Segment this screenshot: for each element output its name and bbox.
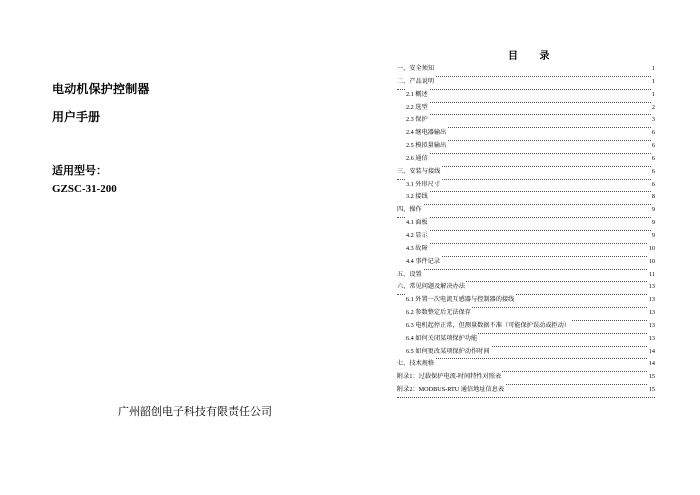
toc-page xyxy=(350,0,700,495)
toc-entry-page-number: 9 xyxy=(651,204,655,217)
model-number: GZSC-31-200 xyxy=(52,183,117,195)
toc-entry-label: 一、安全须知 xyxy=(397,63,435,76)
toc-entry[interactable] xyxy=(406,218,655,231)
toc-entry-page-number: 9 xyxy=(651,217,655,230)
toc-entry[interactable] xyxy=(406,90,655,103)
toc-entry-label: 二、产品说明 xyxy=(397,76,435,89)
toc-entry-label: 6.5 如何更改某项保护动作时间 xyxy=(406,346,491,359)
toc-entry-page-number: 13 xyxy=(648,281,655,294)
toc-list xyxy=(397,64,655,398)
toc-entry-label: 3.1 外形尺寸 xyxy=(406,179,441,192)
toc-entry-label: 七、技术规格 xyxy=(397,358,435,371)
toc-entry[interactable] xyxy=(406,257,655,270)
toc-entry-label: 六、常见问题及解决办法 xyxy=(397,281,466,294)
toc-entry-page-number: 15 xyxy=(648,371,655,384)
toc-entry-page-number: 2 xyxy=(651,102,655,115)
toc-entry-label: 附录1：过载保护电流-时间特性对照表 xyxy=(397,371,502,384)
toc-entry[interactable] xyxy=(406,141,655,154)
toc-entry-label: 4.3 故障 xyxy=(406,243,429,256)
toc-entry-page-number: 14 xyxy=(648,346,655,359)
toc-entry[interactable] xyxy=(406,347,655,360)
toc-entry-page-number: 15 xyxy=(648,384,655,397)
toc-entry-page-number: 9 xyxy=(651,230,655,243)
toc-entry-label: 2.4 继电器输出 xyxy=(406,127,447,140)
toc-entry-label: 2.6 通信 xyxy=(406,153,429,166)
company-name: 广州韶创电子科技有限责任公司 xyxy=(118,405,272,418)
toc-entry[interactable] xyxy=(397,77,655,90)
toc-entry-page-number: 6 xyxy=(651,140,655,153)
toc-entry-label: 4.2 显示 xyxy=(406,230,429,243)
toc-entry-label: 三、安装与接线 xyxy=(397,166,441,179)
toc-entry-label: 四、操作 xyxy=(397,204,423,217)
toc-entry-page-number: 13 xyxy=(648,307,655,320)
toc-heading: 目 录 xyxy=(508,51,559,62)
toc-entry-page-number: 13 xyxy=(648,294,655,307)
toc-entry-page-number: 10 xyxy=(648,256,655,269)
toc-entry[interactable] xyxy=(406,244,655,257)
toc-entry-page-number: 1 xyxy=(651,89,655,102)
toc-entry-label: 4.4 事件记录 xyxy=(406,256,441,269)
toc-entry-label: 6.2 参数整定后无法保存 xyxy=(406,307,472,320)
toc-entry[interactable] xyxy=(406,192,655,205)
toc-entry-page-number: 6 xyxy=(651,166,655,179)
toc-entry-label: 2.3 保护 xyxy=(406,114,429,127)
document-subtitle: 用户手册 xyxy=(52,110,101,124)
toc-entry[interactable] xyxy=(397,385,655,398)
model-label: 适用型号： xyxy=(52,164,107,177)
toc-entry-label: 2.2 选型 xyxy=(406,102,429,115)
toc-entry-label: 6.3 电机起停正常，但测量数据不准（可能保护误动或拒动） xyxy=(406,320,571,333)
toc-entry-label: 6.4 如何关闭某项保护功能 xyxy=(406,333,478,346)
toc-entry-page-number: 3 xyxy=(651,114,655,127)
toc-entry[interactable] xyxy=(406,180,655,193)
toc-entry-page-number: 14 xyxy=(648,358,655,371)
toc-entry-label: 五、设置 xyxy=(397,269,423,282)
toc-entry-page-number: 13 xyxy=(648,320,655,333)
toc-entry[interactable] xyxy=(406,231,655,244)
toc-entry[interactable] xyxy=(397,205,655,218)
toc-entry-page-number: 1 xyxy=(651,76,655,89)
toc-entry-label: 2.1 概述 xyxy=(406,89,429,102)
toc-entry-label: 3.2 接线 xyxy=(406,191,429,204)
toc-entry-label: 4.1 面板 xyxy=(406,217,429,230)
toc-entry-page-number: 11 xyxy=(648,269,655,282)
document-title: 电动机保护控制器 xyxy=(52,82,150,96)
toc-entry[interactable] xyxy=(406,103,655,116)
toc-entry[interactable] xyxy=(397,64,655,77)
toc-entry-page-number: 6 xyxy=(651,127,655,140)
toc-entry-page-number: 6 xyxy=(651,179,655,192)
toc-entry-page-number: 1 xyxy=(651,63,655,76)
toc-entry[interactable] xyxy=(406,154,655,167)
toc-entry-page-number: 6 xyxy=(651,153,655,166)
toc-entry-page-number: 10 xyxy=(648,243,655,256)
toc-entry-label: 2.5 模拟量输出 xyxy=(406,140,447,153)
toc-entry-page-number: 8 xyxy=(651,191,655,204)
toc-entry-label: 附录2：MODBUS-RTU 通信地址信息表 xyxy=(397,384,505,397)
toc-entry-label: 6.1 外置一次电流互感器与控制器的接线 xyxy=(406,294,515,307)
toc-entry-page-number: 13 xyxy=(648,333,655,346)
